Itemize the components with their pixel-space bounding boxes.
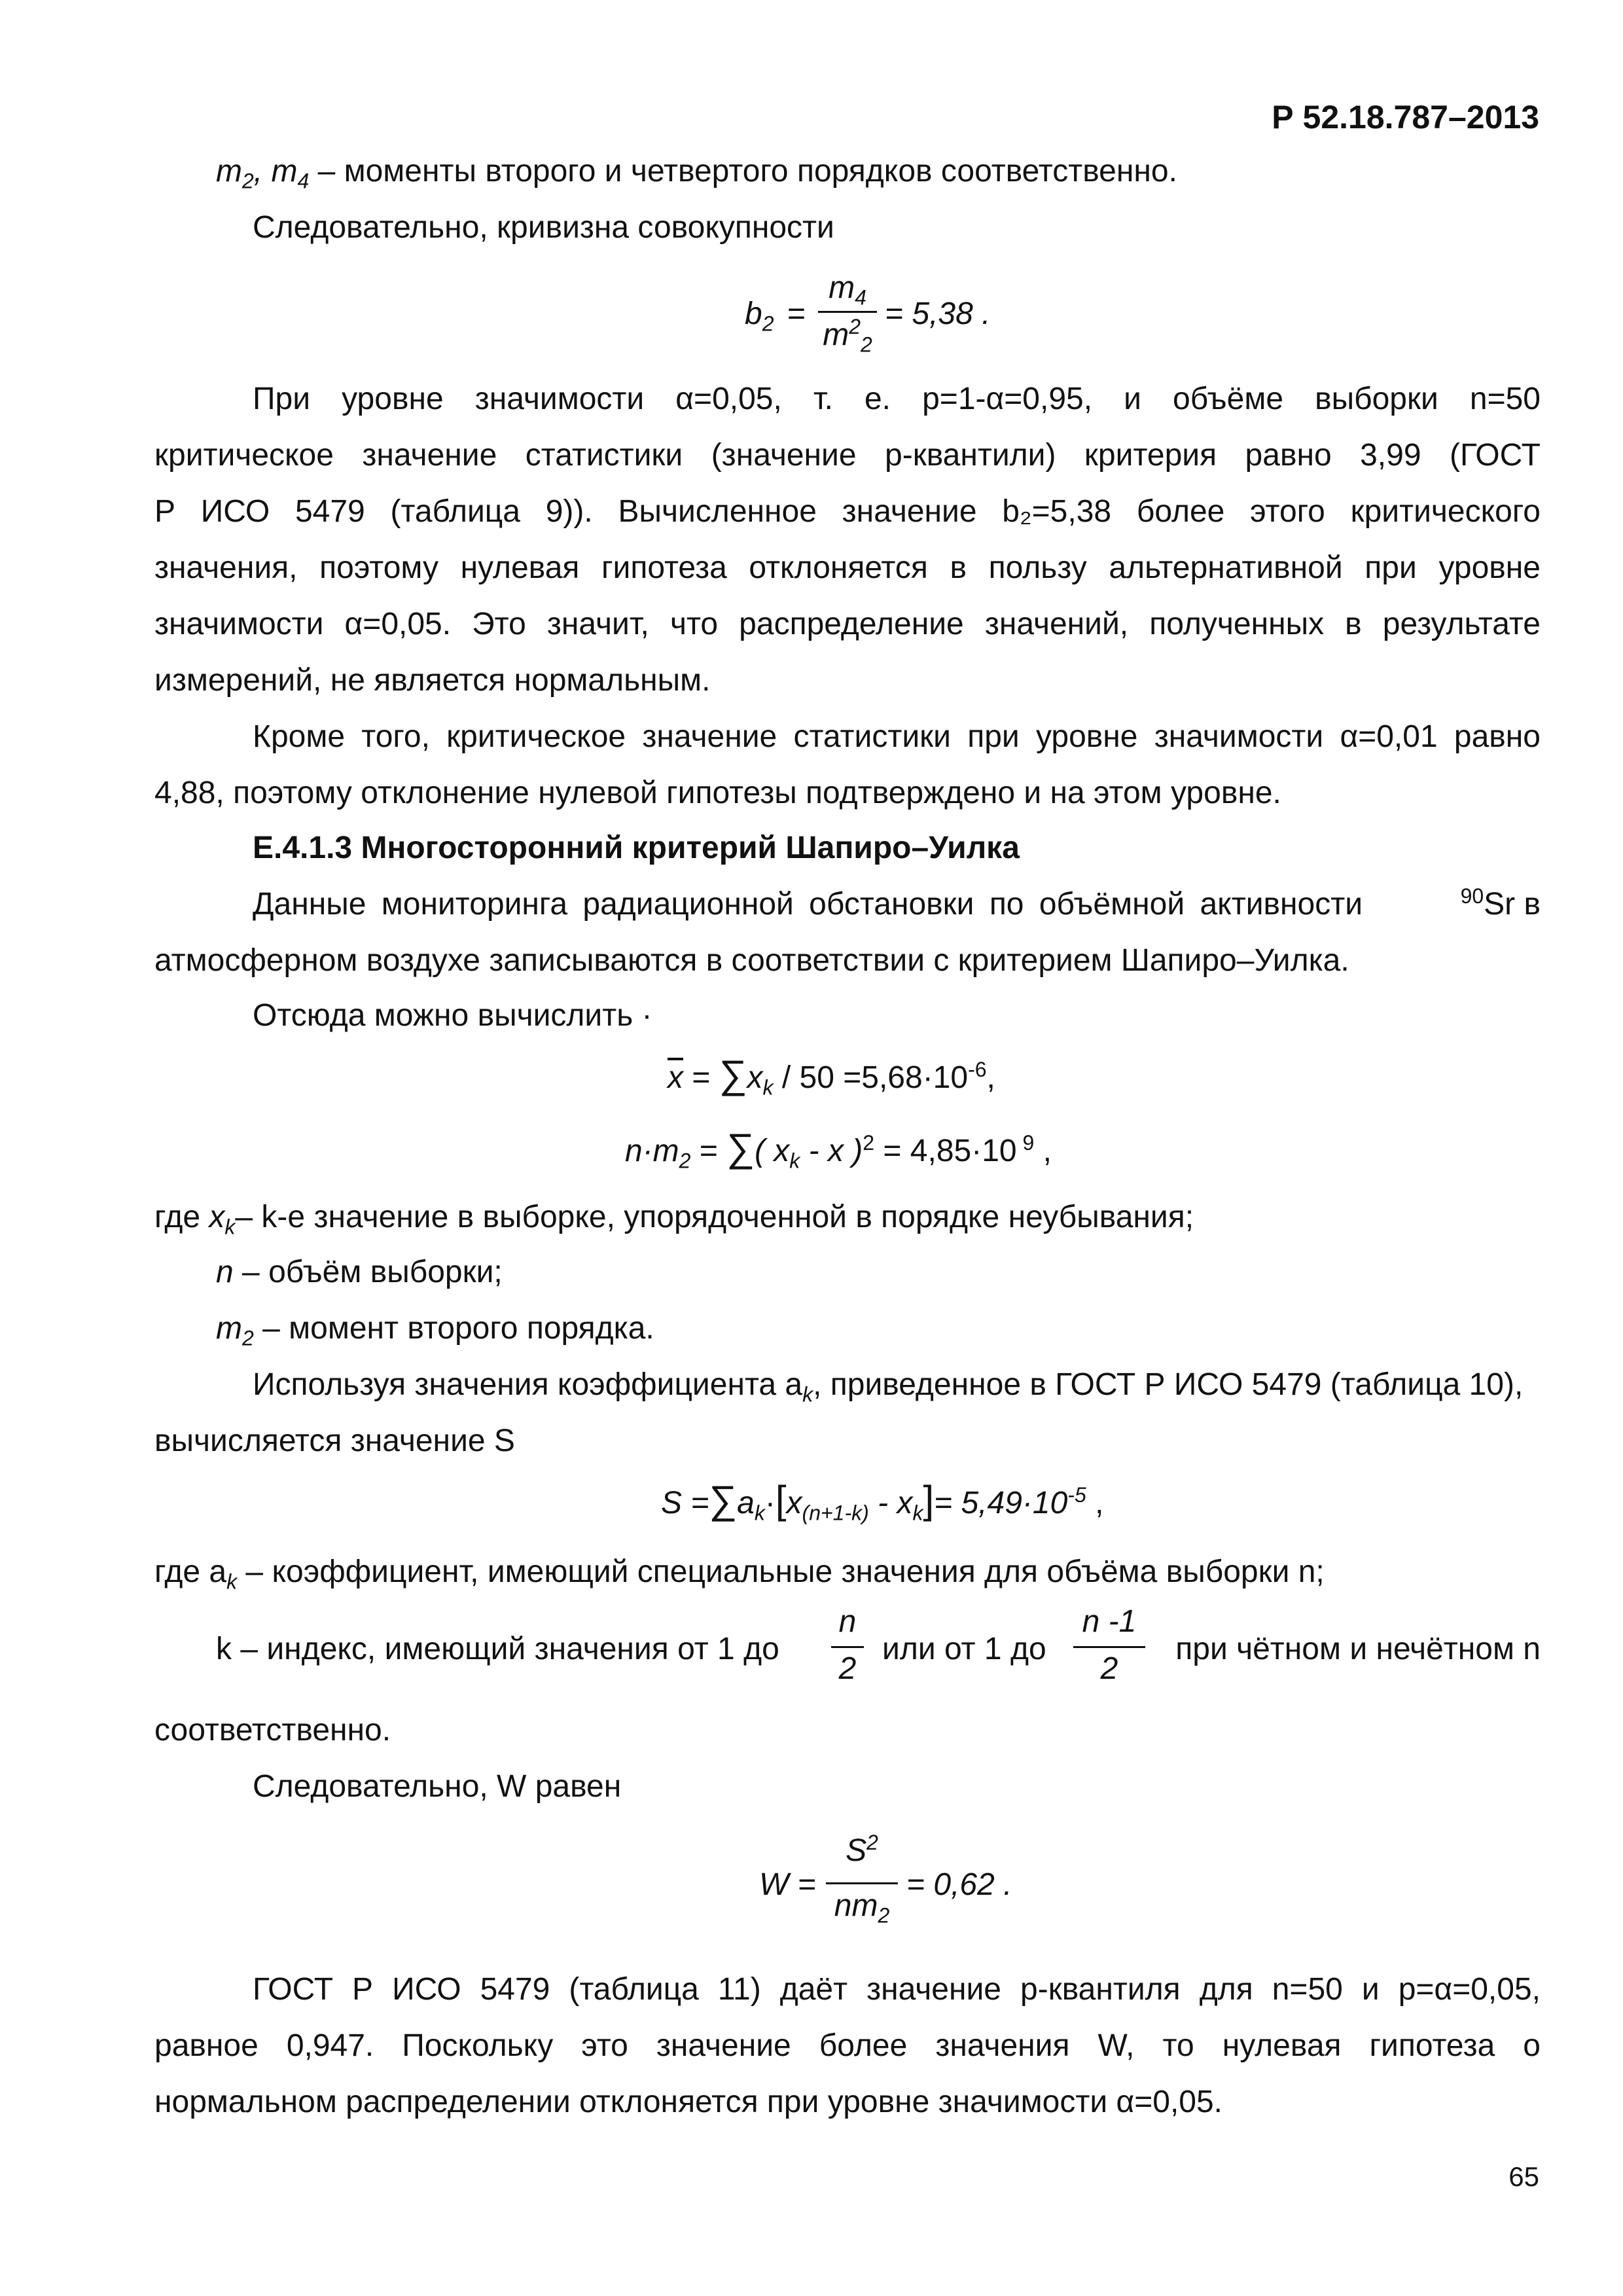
- p5-text-b: , приведенное в ГОСТ Р ИСО 5479 (таблица 10),: [813, 1367, 1524, 1402]
- sym-m: m: [216, 154, 242, 188]
- sub-4: 4: [297, 169, 310, 193]
- b2-lhs: b: [745, 296, 762, 331]
- def-sym: x: [209, 1200, 225, 1234]
- def-ak-prefix: где a: [154, 1554, 227, 1589]
- p3-text-b: Sr в: [1484, 887, 1541, 922]
- p5-sub: k: [802, 1382, 813, 1407]
- W-denominator: $nm_2$: [834, 1888, 890, 1928]
- p3-text-a: Данные мониторинга радиационной обстановки по объёмной активности: [253, 887, 1363, 922]
- def-n: [216, 1253, 1602, 1292]
- var-mid: - x ): [800, 1134, 863, 1168]
- isotope-mass: 90: [1460, 884, 1484, 908]
- S-x1: x: [786, 1486, 802, 1520]
- p1-line-5: значимости α=0,05. Это значит, что распределение значений, полученных в результате: [154, 607, 1541, 641]
- def-text: – объём выборки;: [233, 1255, 503, 1289]
- S-lhs: S =: [661, 1486, 709, 1520]
- k-frac1-num: n: [838, 1604, 857, 1639]
- def-ak-sub: k: [226, 1570, 238, 1594]
- moments-text: – моменты второго и четвертого порядков соответственно.: [309, 154, 1177, 188]
- p1-line-2: критическое значение статистики (значение p-квантили) критерия равно 3,99 (ГОСТ: [154, 438, 1541, 473]
- S-dot: ·: [764, 1486, 776, 1520]
- b2-value: = 5,38 .: [885, 296, 991, 331]
- k-frac1-den: 2: [838, 1651, 857, 1686]
- def-text: – k-е значение в выборке, упорядоченной в порядке неубывания;: [235, 1200, 1194, 1234]
- def-text: – момент второго порядка.: [253, 1311, 654, 1346]
- S-end: ,: [1086, 1486, 1104, 1520]
- S-a: a: [737, 1486, 755, 1520]
- def-k-l2: соответственно.: [154, 1713, 391, 1748]
- S-minus: - x: [868, 1486, 913, 1520]
- mean-end: ,: [986, 1060, 995, 1095]
- mean-equals: =: [692, 1060, 711, 1095]
- W-numerator: $S^2$: [846, 1831, 878, 1868]
- b2-fraction-bar: [818, 311, 877, 313]
- sym-m4: , m: [253, 154, 298, 188]
- p4-compute: Отсюда можно вычислить ·: [253, 998, 652, 1033]
- var-equals: =: [699, 1134, 718, 1168]
- def-sub: 2: [241, 1326, 254, 1350]
- document-code: Р 52.18.787–2013: [1272, 99, 1539, 135]
- p7-line-1: ГОСТ Р ИСО 5479 (таблица 11) даёт значение p-квантиля для n=50 и p=α=0,05,: [253, 1972, 1541, 2007]
- W-fraction-bar: [826, 1882, 898, 1884]
- k-frac2-den: 2: [1100, 1651, 1118, 1686]
- S-exp: -5: [1067, 1483, 1086, 1507]
- mean-x: x: [747, 1060, 763, 1095]
- mean-exp: -6: [968, 1058, 987, 1081]
- var-body-sub: k: [789, 1149, 800, 1173]
- var-square: 2: [863, 1131, 875, 1155]
- p5-text-a: Используя значения коэффициента a: [253, 1367, 803, 1402]
- consequently-curvature: Следовательно, кривизна совокупности: [253, 210, 834, 245]
- p3-line-2: атмосферном воздухе записываются в соответствии с критерием Шапиро–Уилка.: [154, 943, 1349, 978]
- equation-mean: [668, 1052, 995, 1100]
- k-frac2-bar: [1073, 1646, 1145, 1648]
- b2-equals: =: [787, 296, 806, 331]
- var-end: ,: [1034, 1134, 1052, 1168]
- def-k-c: при чётном и нечётном n: [1175, 1632, 1541, 1666]
- def-k-b: или от 1 до: [882, 1632, 1046, 1666]
- b2-lhs-sub: 2: [762, 312, 774, 336]
- def-prefix: где: [154, 1200, 209, 1234]
- S-x2-sub: k: [912, 1501, 923, 1525]
- def-m2: [216, 1309, 1602, 1348]
- def-k-a: k – индекс, имеющий значения от 1 до: [216, 1632, 779, 1666]
- equation-S: $S =\sum a_k\cdot[x_{(n+1-k)} - x_k]= 5,49\cdot 10^{-5}$ ,: [661, 1478, 1104, 1525]
- p5-line-1: [253, 1365, 1541, 1405]
- b2-denominator: $m^2_2$: [823, 315, 872, 357]
- b2-numerator: $m_4$: [829, 270, 866, 310]
- var-equals-2: =: [874, 1134, 910, 1168]
- p1-line-4: значения, поэтому нулевая гипотеза отклоняется в пользу альтернативной при уровне: [154, 550, 1541, 585]
- mean-x-sub: k: [762, 1075, 774, 1100]
- p3-line-1: [253, 885, 1541, 924]
- def-sub: k: [224, 1215, 236, 1239]
- p1-line-3: Р ИСО 5479 (таблица 9)). Вычисленное значение b₂=5,38 более этого критического: [154, 494, 1541, 529]
- p1-line-6: измерений, не является нормальным.: [154, 663, 711, 698]
- S-a-sub: k: [754, 1501, 765, 1525]
- k-frac2-num: n -1: [1082, 1604, 1137, 1639]
- var-exp: 9: [1016, 1131, 1035, 1155]
- def-ak-text: – коэффициент, имеющий специальные значения для объёма выборки n;: [237, 1554, 1325, 1589]
- W-value: = 0,62 .: [906, 1867, 1012, 1902]
- mean-value: 5,68·10: [861, 1060, 969, 1095]
- mean-lhs: $\overline{x}$: [668, 1060, 683, 1095]
- p5-line-2: вычисляется значение S: [154, 1424, 515, 1458]
- p2-line-1: Кроме того, критическое значение статистики при уровне значимости α=0,01 равно: [253, 719, 1541, 754]
- def-sym: m: [216, 1311, 242, 1346]
- W-lhs: W =: [759, 1867, 816, 1902]
- p7-line-2: равное 0,947. Поскольку это значение более значения W, то нулевая гипотеза о: [154, 2028, 1541, 2063]
- def-xk: [154, 1198, 1541, 1237]
- sub-2: 2: [241, 169, 254, 193]
- def-ak: [154, 1552, 1541, 1592]
- var-lhs-sub: 2: [679, 1149, 691, 1173]
- S-value: = 5,49·10: [934, 1486, 1068, 1520]
- page-number: 65: [1508, 2161, 1539, 2192]
- p6-consequently: Следовательно, W равен: [253, 1769, 622, 1804]
- var-body: ( x: [754, 1134, 790, 1168]
- section-heading: Е.4.1.3 Многосторонний критерий Шапиро–Уилка: [253, 831, 1020, 865]
- S-x1-sub: (n+1-k): [802, 1501, 869, 1525]
- p1-line-1: При уровне значимости α=0,05, т. е. p=1-α=0,95, и объёме выборки n=50: [253, 382, 1541, 416]
- equation-variance: [625, 1128, 1052, 1171]
- mean-div: / 50 =: [773, 1060, 862, 1095]
- var-lhs: n·m: [625, 1134, 679, 1168]
- k-frac1-bar: [831, 1646, 864, 1648]
- moments-definition: [216, 152, 1602, 191]
- sum-icon: ∑: [719, 1052, 747, 1096]
- p2-line-2: 4,88, поэтому отклонение нулевой гипотезы подтверждено и на этом уровне.: [154, 776, 1281, 810]
- sum-icon: ∑: [726, 1126, 755, 1170]
- var-value: 4,85·10: [910, 1134, 1017, 1168]
- def-sym: n: [216, 1255, 234, 1289]
- p7-line-3: нормальном распределении отклоняется при уровне значимости α=0,05.: [154, 2085, 1222, 2119]
- sum-icon: ∑: [709, 1478, 738, 1522]
